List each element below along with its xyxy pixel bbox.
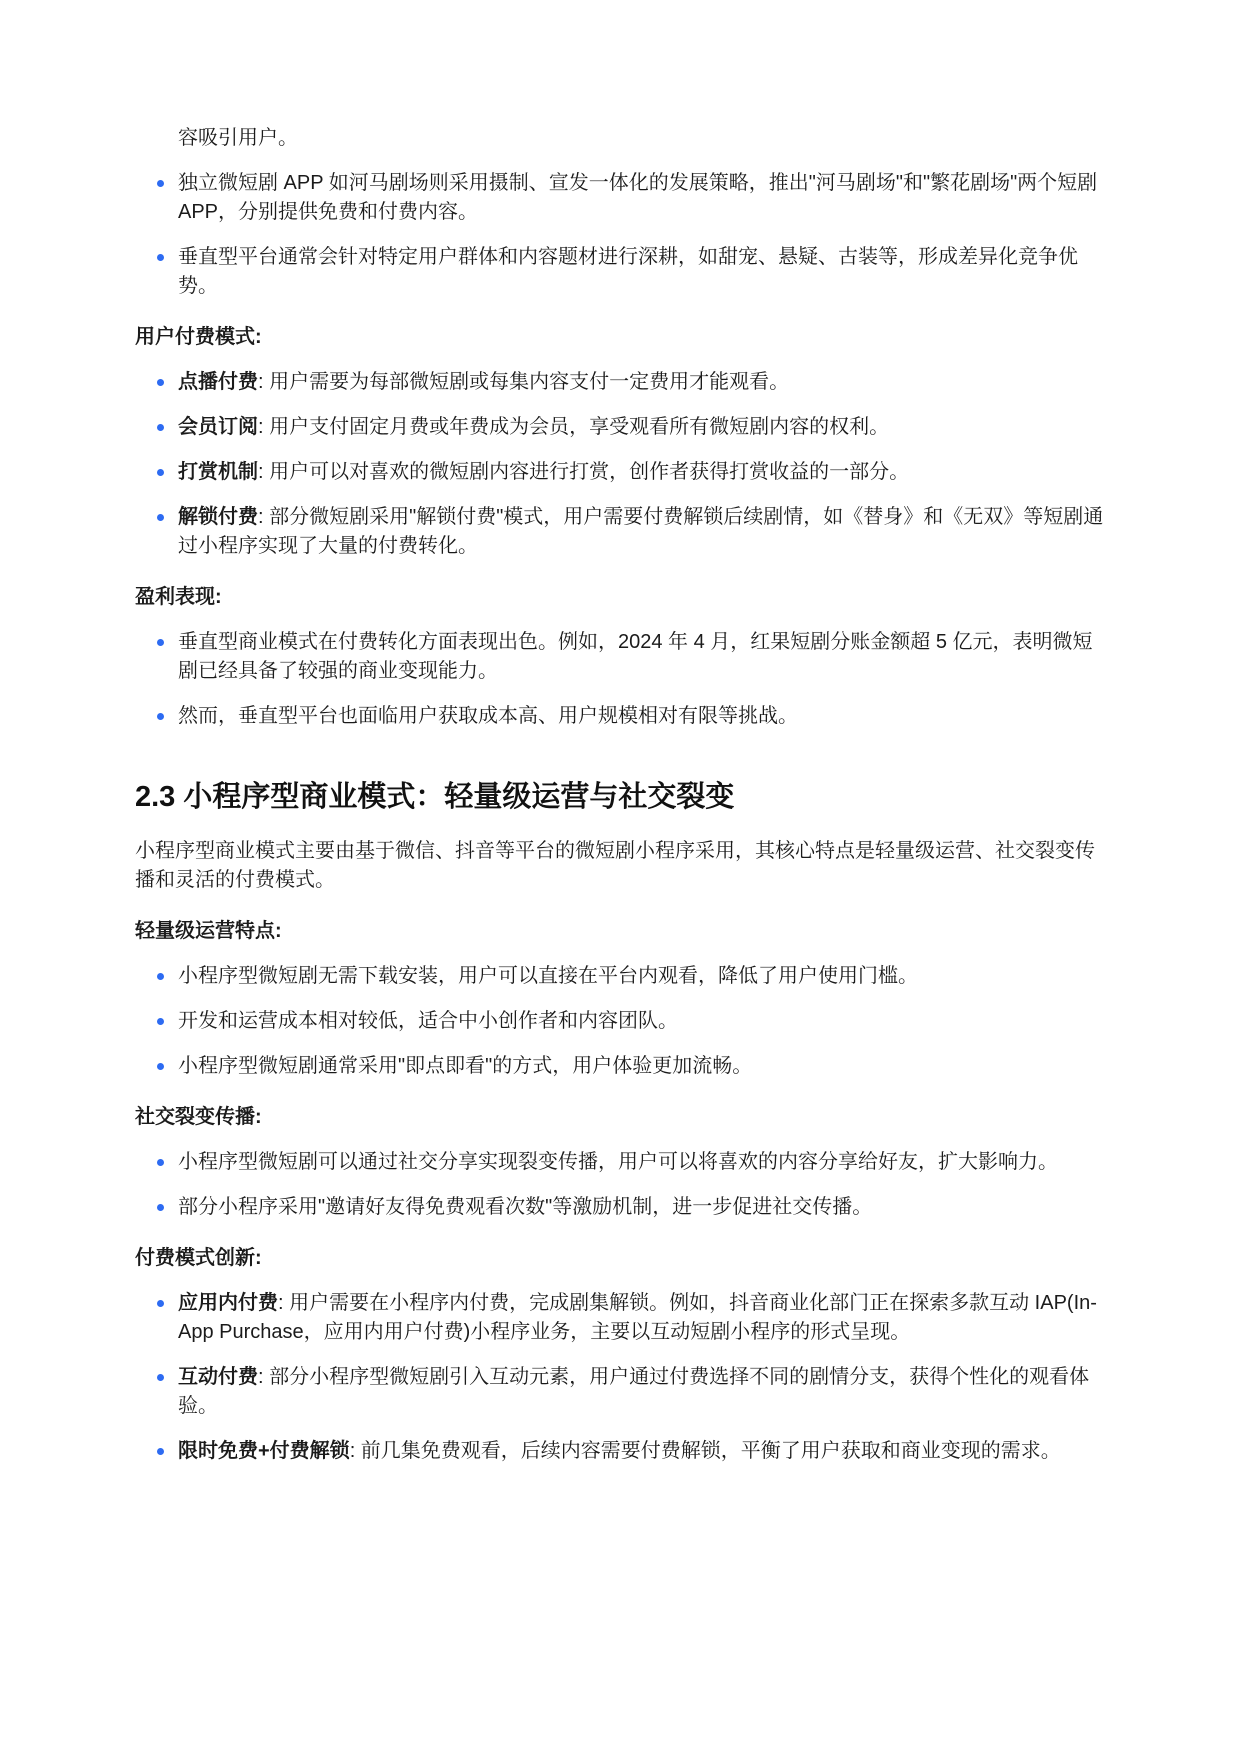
continuation-text: 容吸引用户。 — [178, 127, 298, 149]
bullet-text: : 用户需要在小程序内付费，完成剧集解锁。例如，抖音商业化部门正在探索多款互动 IAP(In-App Purchase，应用内用户付费)小程序业务，主要以互动短剧小程序的形式呈现。 — [178, 1292, 1097, 1343]
bullet-icon — [157, 379, 164, 386]
bullet-item — [135, 1289, 1105, 1347]
bullet-text: 独立微短剧 APP 如河马剧场则采用摄制、宣发一体化的发展策略，推出"河马剧场"和"繁花剧场"两个短剧 APP，分别提供免费和付费内容。 — [178, 172, 1098, 223]
bold-label: 社交裂变传播: — [135, 1106, 262, 1128]
bullet-text: 小程序型微短剧可以通过社交分享实现裂变传播，用户可以将喜欢的内容分享给好友，扩大影响力。 — [178, 1151, 1058, 1173]
bold-label: 盈利表现: — [135, 586, 222, 608]
bold-label: 轻量级运营特点: — [135, 920, 282, 942]
paragraph: 小程序型商业模式主要由基于微信、抖音等平台的微短剧小程序采用，其核心特点是轻量级运营、社交裂变传播和灵活的付费模式。 — [135, 840, 1095, 891]
bullet-icon — [157, 180, 164, 187]
bullet-item — [135, 1007, 1105, 1036]
bullet-item — [135, 368, 1105, 397]
bullet-item — [135, 1148, 1105, 1177]
bullet-term: 互动付费 — [178, 1366, 258, 1388]
bullet-text: 小程序型微短剧无需下载安装，用户可以直接在平台内观看，降低了用户使用门槛。 — [178, 965, 918, 987]
bullet-text: 部分小程序采用"邀请好友得免费观看次数"等激励机制，进一步促进社交传播。 — [178, 1196, 873, 1218]
bullet-item — [135, 1052, 1105, 1081]
bullet-text: 垂直型商业模式在付费转化方面表现出色。例如，2024 年 4 月，红果短剧分账金额超 5 亿元，表明微短剧已经具备了较强的商业变现能力。 — [178, 631, 1093, 682]
bullet-icon — [157, 1300, 164, 1307]
bullet-icon — [157, 424, 164, 431]
bullet-text: : 前几集免费观看，后续内容需要付费解锁，平衡了用户获取和商业变现的需求。 — [349, 1440, 1061, 1462]
bullet-icon — [157, 514, 164, 521]
bullet-icon — [157, 1448, 164, 1455]
bullet-term: 解锁付费 — [178, 506, 258, 528]
document-content — [135, 124, 1105, 1466]
bullet-icon — [157, 973, 164, 980]
bullet-icon — [157, 1063, 164, 1070]
bullet-term: 会员订阅 — [178, 416, 258, 438]
bullet-icon — [157, 713, 164, 720]
bullet-icon — [157, 469, 164, 476]
bullet-item — [135, 503, 1105, 561]
bold-label: 付费模式创新: — [135, 1247, 262, 1269]
bullet-item — [135, 458, 1105, 487]
bullet-text: : 用户支付固定月费或年费成为会员，享受观看所有微短剧内容的权利。 — [258, 416, 890, 438]
bullet-item — [135, 702, 1105, 731]
bullet-text: 小程序型微短剧通常采用"即点即看"的方式，用户体验更加流畅。 — [178, 1055, 753, 1077]
bullet-term: 点播付费 — [178, 371, 258, 393]
bullet-item — [135, 1193, 1105, 1222]
bullet-item — [135, 169, 1105, 227]
bullet-item — [135, 243, 1105, 301]
bullet-text: : 用户可以对喜欢的微短剧内容进行打赏，创作者获得打赏收益的一部分。 — [258, 461, 910, 483]
bullet-icon — [157, 1159, 164, 1166]
bullet-text: 开发和运营成本相对较低，适合中小创作者和内容团队。 — [178, 1010, 678, 1032]
bullet-icon — [157, 1374, 164, 1381]
bullet-term: 打赏机制 — [178, 461, 258, 483]
bullet-text: 垂直型平台通常会针对特定用户群体和内容题材进行深耕，如甜宠、悬疑、古装等，形成差异化竞争优势。 — [178, 246, 1078, 297]
bullet-item — [135, 413, 1105, 442]
bullet-text: 然而，垂直型平台也面临用户获取成本高、用户规模相对有限等挑战。 — [178, 705, 798, 727]
bullet-icon — [157, 254, 164, 261]
bullet-item — [135, 1363, 1105, 1421]
bullet-term: 应用内付费 — [178, 1292, 278, 1314]
bullet-text: : 用户需要为每部微短剧或每集内容支付一定费用才能观看。 — [258, 371, 790, 393]
section-heading: 2.3 小程序型商业模式：轻量级运营与社交裂变 — [135, 781, 735, 813]
bullet-icon — [157, 1204, 164, 1211]
bullet-term: 限时免费+付费解锁 — [178, 1440, 350, 1462]
bullet-item — [135, 1437, 1105, 1466]
bullet-text: : 部分小程序型微短剧引入互动元素，用户通过付费选择不同的剧情分支，获得个性化的观看体验。 — [178, 1366, 1090, 1417]
bullet-item — [135, 962, 1105, 991]
bullet-icon — [157, 1018, 164, 1025]
bold-label: 用户付费模式: — [135, 326, 262, 348]
bullet-icon — [157, 639, 164, 646]
bullet-text: : 部分微短剧采用"解锁付费"模式，用户需要付费解锁后续剧情，如《替身》和《无双》等短剧通过小程序实现了大量的付费转化。 — [178, 506, 1104, 557]
bullet-item — [135, 628, 1105, 686]
